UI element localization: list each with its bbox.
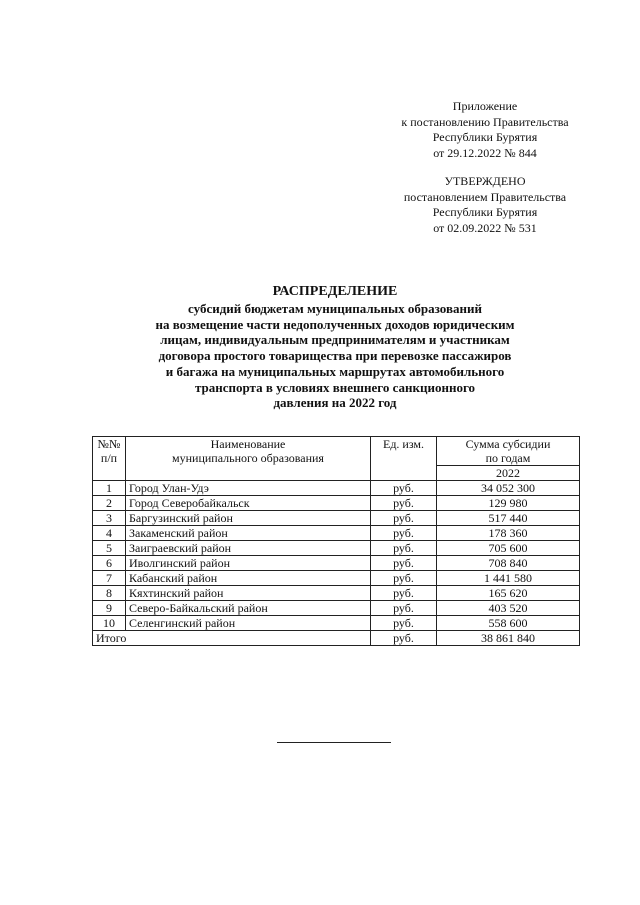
row-unit: руб. — [371, 541, 437, 556]
table-row — [93, 556, 580, 571]
subtitle-line: лицам, индивидуальным предпринимателям и участникам — [160, 332, 510, 348]
header-sum-line2: по годам — [485, 451, 531, 465]
appendix-line: Республики Бурятия — [432, 130, 538, 144]
table-row — [93, 586, 580, 601]
appendix-line: Приложение — [452, 99, 518, 113]
row-num: 4 — [93, 526, 126, 541]
row-unit: руб. — [371, 616, 437, 631]
row-unit: руб. — [371, 586, 437, 601]
subtitle-line: субсидий бюджетам муниципальных образований — [188, 301, 482, 316]
total-unit: руб. — [371, 631, 437, 646]
subtitle-line: давления на 2022 год — [273, 395, 397, 411]
approved-line: постановлением Правительства — [403, 189, 567, 204]
document-title — [90, 283, 580, 411]
header-name-line1: Наименование — [210, 437, 286, 451]
table-row — [93, 526, 580, 541]
row-sum: 708 840 — [437, 556, 580, 571]
row-name: Кяхтинский район — [126, 586, 371, 601]
title-subtitle — [90, 301, 580, 411]
row-num: 3 — [93, 511, 126, 526]
header-sum-line1: Сумма субсидии — [465, 437, 551, 451]
row-num: 7 — [93, 571, 126, 586]
table-row — [93, 496, 580, 511]
table-total-row — [93, 631, 580, 646]
row-num: 10 — [93, 616, 126, 631]
row-num: 9 — [93, 601, 126, 616]
approved-line: Республики Бурятия — [432, 205, 538, 219]
appendix-line: от 29.12.2022 № 844 — [433, 145, 537, 160]
header-num-line1: №№ — [97, 437, 121, 451]
row-sum: 129 980 — [437, 496, 580, 511]
row-num: 1 — [93, 481, 126, 496]
row-num: 5 — [93, 541, 126, 556]
row-name: Закаменский район — [126, 526, 371, 541]
header-num-line2: п/п — [100, 451, 118, 465]
row-num: 2 — [93, 496, 126, 511]
row-name: Кабанский район — [126, 571, 371, 586]
row-num: 8 — [93, 586, 126, 601]
subtitle-line: транспорта в условиях внешнего санкционного — [194, 379, 476, 395]
row-sum: 165 620 — [437, 586, 580, 601]
approved-line: от 02.09.2022 № 531 — [433, 220, 537, 235]
subtitle-line: договора простого товарищества при перевозке пассажиров — [158, 348, 512, 364]
title-heading: РАСПРЕДЕЛЕНИЕ — [272, 284, 398, 299]
approved-line: УТВЕРЖДЕНО — [444, 174, 526, 188]
table-header-row — [93, 437, 580, 466]
row-unit: руб. — [371, 526, 437, 541]
approved-block — [380, 174, 590, 236]
row-name: Город Улан-Удэ — [126, 481, 371, 496]
row-name: Селенгинский район — [126, 616, 371, 631]
header-sum — [437, 437, 580, 466]
total-sum: 38 861 840 — [437, 631, 580, 646]
table-row — [93, 481, 580, 496]
row-name: Город Северобайкальск — [126, 496, 371, 511]
row-name: Иволгинский район — [126, 556, 371, 571]
table-row — [93, 571, 580, 586]
row-unit: руб. — [371, 601, 437, 616]
subtitle-line: и багажа на муниципальных маршрутах автомобильного — [165, 363, 505, 379]
row-sum: 705 600 — [437, 541, 580, 556]
row-sum: 517 440 — [437, 511, 580, 526]
appendix-block — [380, 99, 590, 161]
header-unit: Ед. изм. — [371, 437, 437, 481]
total-label: Итого — [93, 631, 371, 646]
row-name: Заиграевский район — [126, 541, 371, 556]
row-unit: руб. — [371, 571, 437, 586]
header-num — [93, 437, 126, 481]
distribution-table — [92, 436, 580, 646]
table-row — [93, 601, 580, 616]
header-name-line2: муниципального образования — [172, 451, 324, 465]
header-year: 2022 — [437, 466, 580, 481]
row-name: Баргузинский район — [126, 511, 371, 526]
row-sum: 403 520 — [437, 601, 580, 616]
header-name — [126, 437, 371, 481]
table-row — [93, 511, 580, 526]
row-sum: 1 441 580 — [437, 571, 580, 586]
row-sum: 558 600 — [437, 616, 580, 631]
row-unit: руб. — [371, 511, 437, 526]
closing-separator-line — [277, 742, 391, 743]
subtitle-line: на возмещение части недополученных доходов юридическим — [155, 316, 515, 332]
appendix-line: к постановлению Правительства — [401, 114, 569, 129]
row-unit: руб. — [371, 496, 437, 511]
row-sum: 34 052 300 — [437, 481, 580, 496]
row-unit: руб. — [371, 556, 437, 571]
row-sum: 178 360 — [437, 526, 580, 541]
table-row — [93, 616, 580, 631]
row-num: 6 — [93, 556, 126, 571]
row-name: Северо-Байкальский район — [126, 601, 371, 616]
row-unit: руб. — [371, 481, 437, 496]
table-row — [93, 541, 580, 556]
